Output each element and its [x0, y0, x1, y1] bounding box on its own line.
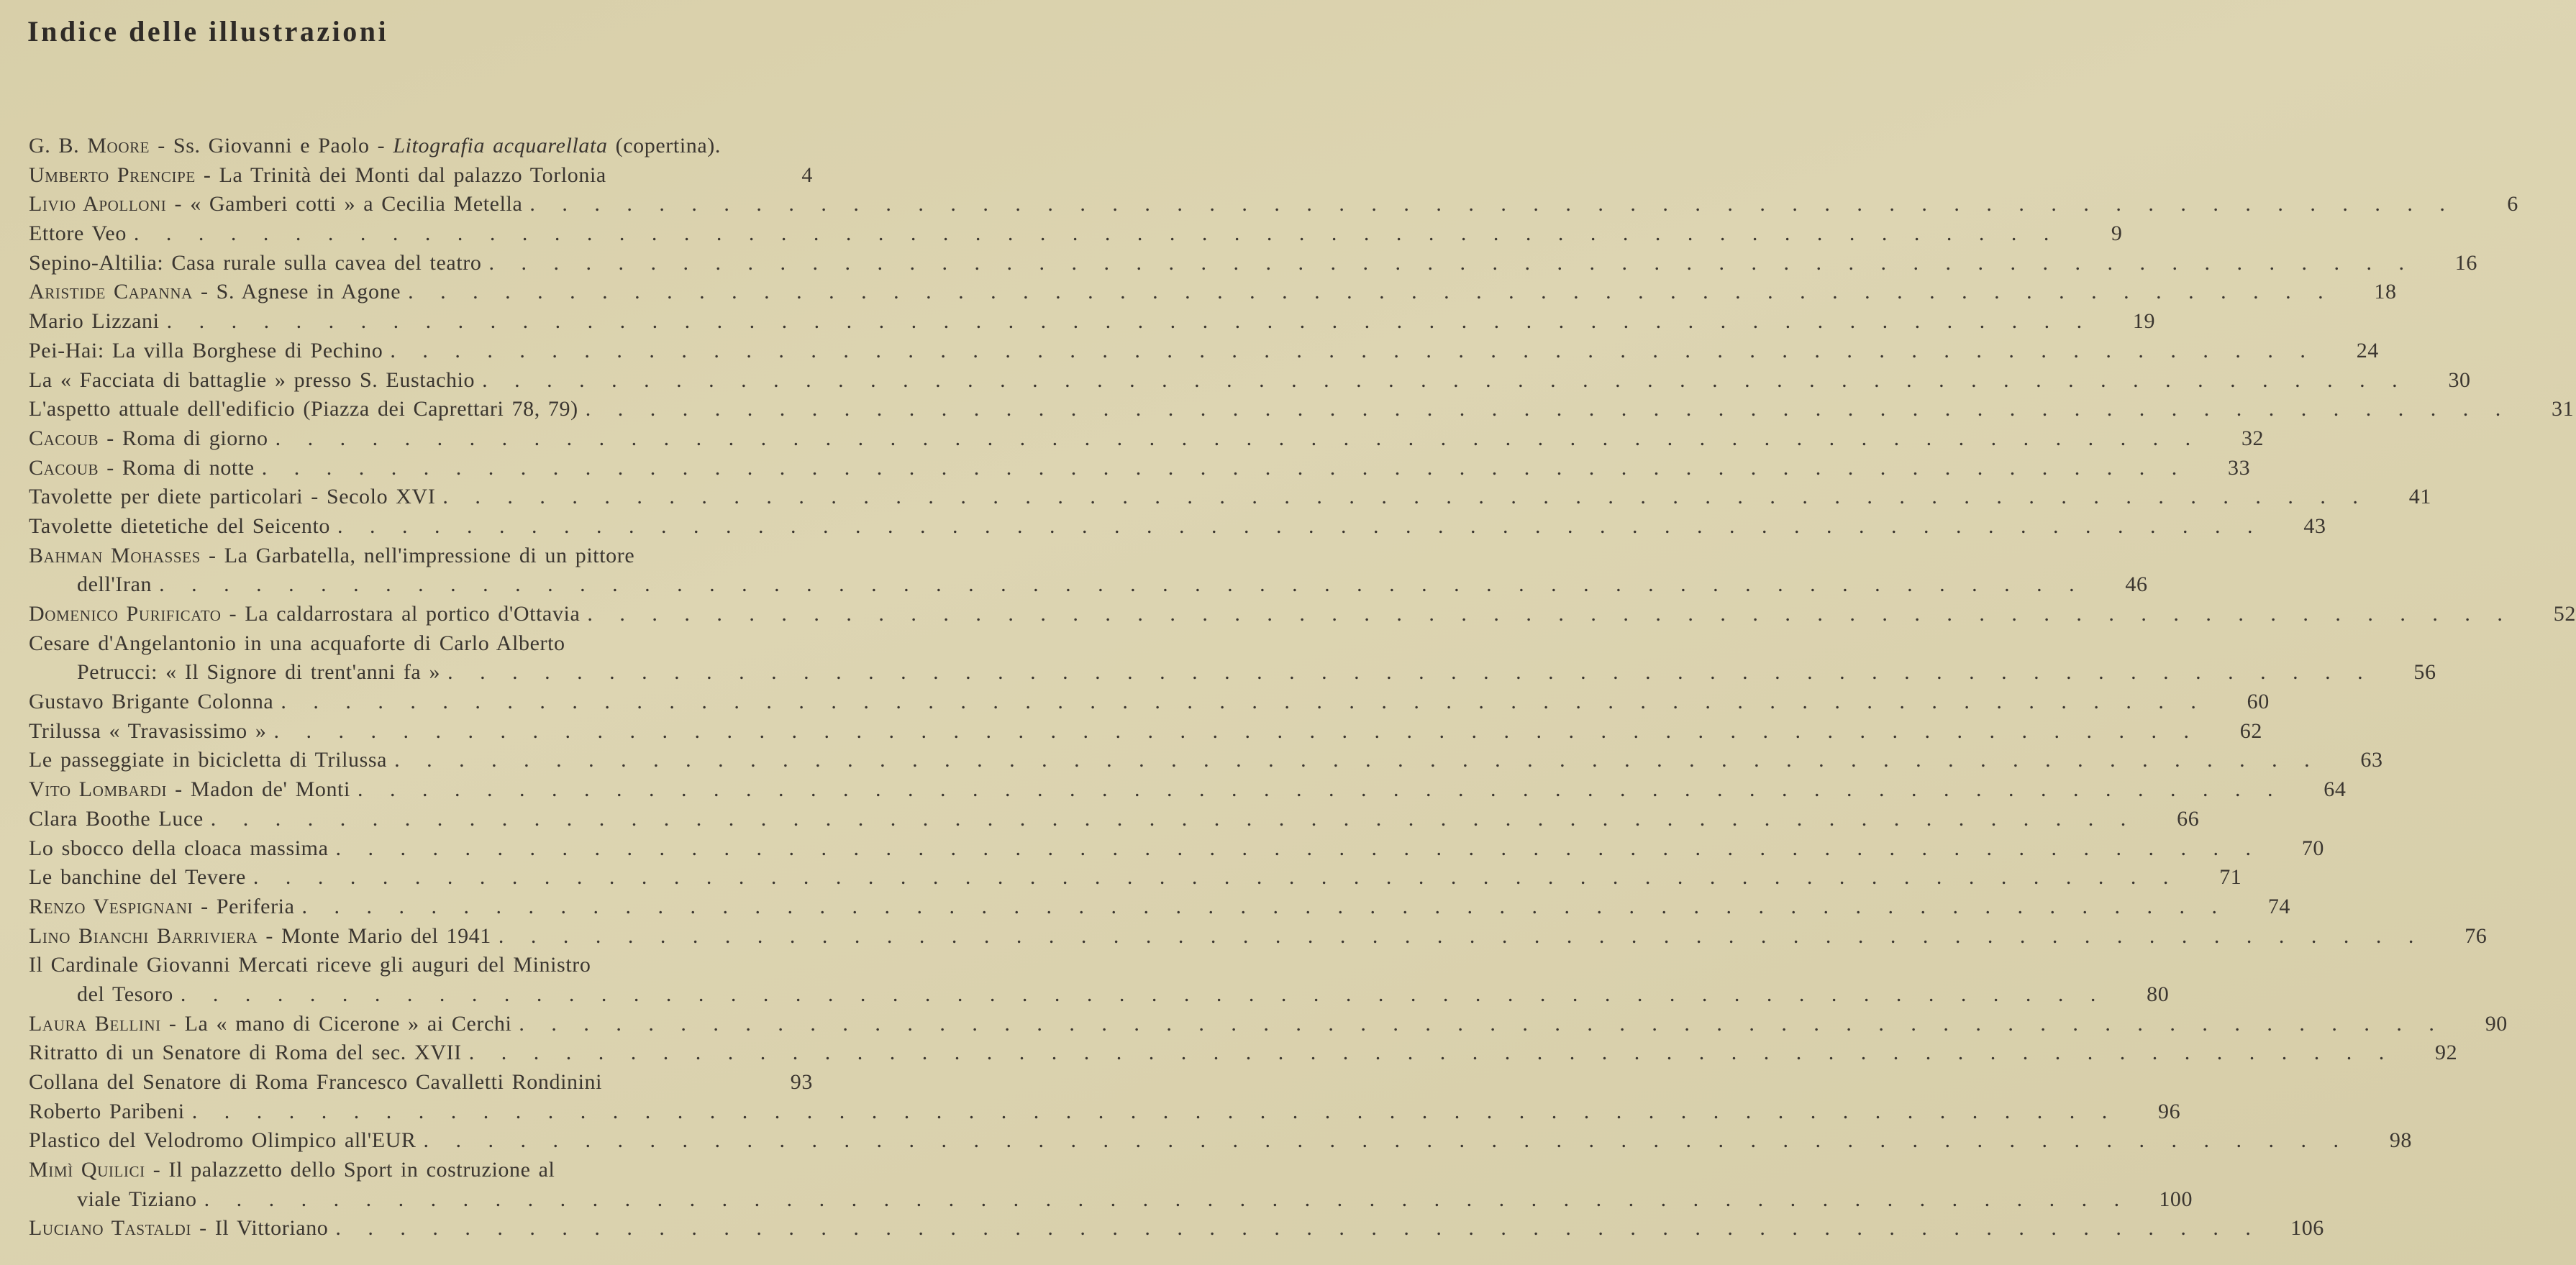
index-entry: [29, 1126, 2413, 1156]
index-entry: [29, 951, 813, 980]
index-entry: [29, 1156, 813, 1185]
entry-text: [29, 717, 266, 746]
entry-title: Gustavo Brigante Colonna: [29, 690, 274, 714]
entry-text: [29, 746, 387, 775]
entry-author: Vito Lombardi: [29, 777, 168, 802]
entry-page: 31: [2552, 397, 2575, 421]
entry-page: 19: [2132, 309, 2156, 334]
entry-author: Luciano Tastaldi: [29, 1216, 192, 1241]
index-entry: [29, 366, 2471, 396]
entry-title: Trilussa « Travasissimo »: [29, 718, 267, 743]
entry-title-continued: dell'Iran: [77, 572, 153, 597]
entry-text: [29, 366, 475, 396]
index-entry-continuation: [29, 1185, 2193, 1215]
entry-author: Livio Apolloni: [29, 192, 167, 216]
entry-title: Madon de' Monti: [190, 777, 350, 802]
index-entry: [29, 190, 2518, 219]
entry-author: Laura Bellini: [29, 1011, 161, 1036]
entry-page: 100: [2159, 1187, 2193, 1211]
index-entry: [29, 278, 2397, 307]
index-entry: [29, 454, 2251, 483]
entry-text: Umberto Prencipe - La Trinità dei Monti dal palazzo Torlonia: [29, 163, 606, 187]
entry-text: Renzo Vespignani - Periferia: [29, 894, 295, 918]
entry-title: Roma di giorno: [122, 426, 268, 450]
entry-title: Il Cardinale Giovanni Mercati riceve gli auguri del Ministro: [29, 953, 591, 977]
index-entry: [29, 337, 2379, 366]
entry-title: Roberto Paribeni: [29, 1099, 185, 1123]
entry-page: 60: [2247, 690, 2270, 714]
entry-author: Cacoub: [29, 426, 99, 450]
index-entry: [29, 512, 2326, 542]
entry-text: [29, 307, 160, 337]
entry-page: 6: [2507, 192, 2518, 216]
entry-text: Lino Bianchi Barriviera - Monte Mario del 1941: [29, 923, 491, 948]
entry-title: Il Vittoriano: [214, 1216, 329, 1241]
entry-author: Bahman Mohasses: [29, 543, 201, 567]
dot-leader: . . . . . . . . . . . . . . . . . . . . . . . . . . . . . . . . . . . . . . . . . . . . . . . . . . . . . . . . . . . .: [191, 1099, 2108, 1123]
entry-text: [29, 512, 330, 542]
dot-leader: . . . . . . . . . . . . . . . . . . . . . . . . . . . . . . . . . . . . . . . . . . . . . . . . . . . . . . . . . . . .: [210, 806, 2126, 831]
entry-text: Cacoub - Roma di giorno: [29, 426, 268, 450]
entry-title: Monte Mario del 1941: [281, 923, 491, 948]
entry-page: 30: [2448, 367, 2471, 392]
entry-title: Lo sbocco della cloaca massima: [29, 836, 329, 860]
entry-title: Tavolette per diete particolari - Secolo XVI: [29, 485, 436, 509]
entry-page: 64: [2324, 777, 2347, 802]
entry-title: S. Agnese in Agone: [216, 280, 401, 304]
entry-title-continued: viale Tiziano: [77, 1187, 197, 1211]
entry-text: [29, 805, 204, 834]
entry-page: 24: [2356, 338, 2379, 362]
illustrations-index: [29, 132, 2576, 1243]
entry-text: Domenico Purificato - La caldarrostara al portico d'Ottavia: [29, 602, 581, 626]
entry-text: Bahman Mohasses - La Garbatella, nell'impressione di un pittore: [29, 543, 635, 567]
dot-leader: . . . . . . . . . . . . . . . . . . . . . . . . . . . . . . . . . . . . . . . . . . . . . . . . . . . . . . . . . . . .: [357, 777, 2273, 802]
entry-page: 70: [2301, 836, 2325, 860]
entry-title: La « mano di Cicerone » ai Cerchi: [184, 1011, 512, 1036]
index-entry-continuation: [29, 980, 2170, 1010]
index-entry: [29, 483, 2431, 512]
entry-page: 93: [790, 1070, 813, 1094]
entry-page: 106: [2290, 1216, 2324, 1241]
entry-page: 71: [2219, 865, 2242, 890]
entry-page: 33: [2228, 455, 2251, 480]
dot-leader: . . . . . . . . . . . . . . . . . . . . . . . . . . . . . . . . . . . . . . . . . . . . . . . . . . . . . . . . . . . .: [166, 309, 2083, 334]
dot-leader: . . . . . . . . . . . . . . . . . . . . . . . . . . . . . . . . . . . . . . . . . . . . . . . . . . . . . . . . . . . .: [482, 367, 2398, 392]
entry-text: [29, 951, 591, 980]
entry-text: [29, 483, 435, 512]
index-entry: [29, 219, 2123, 249]
entry-author: G. B. Moore: [29, 134, 150, 157]
dot-leader: . . . . . . . . . . . . . . . . . . . . . . . . . . . . . . . . . . . . . . . . . . . . . . . . . . . . . . . . . . . .: [252, 865, 2169, 890]
index-entry-continuation: [29, 570, 2148, 600]
entry-note: (copertina).: [607, 134, 721, 157]
entry-text: Cacoub - Roma di notte: [29, 455, 255, 480]
index-entry: [29, 542, 813, 571]
entry-title: Ettore Veo: [29, 222, 127, 246]
entry-page: 18: [2374, 280, 2397, 304]
entry-title: Pei-Hai: La villa Borghese di Pechino: [29, 338, 383, 362]
entry-text: Luciano Tastaldi - Il Vittoriano: [29, 1216, 329, 1241]
index-entry: [29, 249, 2477, 278]
entry-title: La Trinità dei Monti dal palazzo Torlonia: [219, 163, 606, 187]
entry-title: Clara Boothe Luce: [29, 806, 204, 831]
dot-leader: . . . . . . . . . . . . . . . . . . . . . . . . . . . . . . . . . . . . . . . . . . . . . . . . . . . . . . . . . . . .: [337, 513, 2253, 538]
entry-author: Lino Bianchi Barriviera: [29, 923, 258, 948]
entry-text: [29, 688, 273, 717]
dot-leader: . . . . . . . . . . . . . . . . . . . . . . . . . . . . . . . . . . . . . . . . . . . . . . . . . . . . . . . . . . . .: [261, 455, 2177, 480]
index-entry: [29, 395, 2575, 424]
index-entry: [29, 629, 813, 659]
entry-text: [29, 1097, 185, 1127]
index-entry: [29, 834, 2325, 864]
dot-leader: . . . . . . . . . . . . . . . . . . . . . . . . . . . . . . . . . . . . . . . . . . . . . . . . . . . . . . . . . . . .: [159, 572, 2075, 597]
entry-title: Ss. Giovanni e Paolo -: [173, 134, 393, 157]
index-entry: [29, 1038, 2458, 1068]
entry-text: [29, 834, 329, 864]
dot-leader: . . . . . . . . . . . . . . . . . . . . . . . . . . . . . . . . . . . . . . . . . . . . . . . . . . . . . . . . . . . .: [301, 894, 2218, 918]
page-title: Indice delle illustrazioni: [27, 15, 389, 47]
index-entry: [29, 307, 2156, 337]
entry-page: 98: [2389, 1128, 2413, 1153]
entry-title: Le passeggiate in bicicletta di Trilussa: [29, 748, 388, 772]
index-entry: [29, 600, 2576, 629]
index-entry: [29, 1010, 2508, 1039]
entry-title: La « Facciata di battaglie » presso S. Eustachio: [29, 367, 475, 392]
index-entry: [29, 746, 2383, 775]
index-entry: [29, 717, 2262, 746]
entry-page: 4: [801, 163, 813, 187]
entry-title: Mario Lizzani: [29, 309, 160, 334]
entry-page: 41: [2408, 485, 2431, 509]
dot-leader: . . . . . . . . . . . . . . . . . . . . . . . . . . . . . . . . . . . . . . . . . . . . . . . . . . . . . . . . . . . .: [442, 485, 2358, 509]
entry-text: Vito Lombardi - Madon de' Monti: [29, 777, 350, 802]
entry-page: 62: [2239, 718, 2262, 743]
entry-page: 9: [2111, 222, 2123, 246]
entry-page: 56: [2413, 660, 2436, 685]
entry-author: Umberto Prencipe: [29, 163, 196, 187]
entry-title: Roma di notte: [122, 455, 255, 480]
entry-page: 74: [2267, 894, 2291, 918]
entry-title-continued: del Tesoro: [77, 982, 173, 1006]
dot-leader: . . . . . . . . . . . . . . . . . . . . . . . . . . . . . . . . . . . . . . . . . . . . . . . . . . . . . . . . . . . .: [468, 1041, 2385, 1065]
dot-leader: . . . . . . . . . . . . . . . . . . . . . . . . . . . . . . . . . . . . . . . . . . . . . . . . . . . . . . . . . . . .: [587, 602, 2503, 626]
entry-author: Domenico Purificato: [29, 602, 222, 626]
dot-leader: . . . . . . . . . . . . . . . . . . . . . . . . . . . . . . . . . . . . . . . . . . . . . . . . . . . . . . . . . . . .: [281, 690, 2196, 714]
dot-leader: . . . . . . . . . . . . . . . . . . . . . . . . . . . . . . . . . . . . . . . . . . . . . . . . . . . . . . . . . . . .: [585, 397, 2501, 421]
index-entry: [29, 922, 2488, 951]
dot-leader: . . . . . . . . . . . . . . . . . . . . . . . . . . . . . . . . . . . . . . . . . . . . . . . . . . . . . . . . . . . .: [133, 222, 2049, 246]
entry-title: Il palazzetto dello Sport in costruzione al: [168, 1158, 555, 1182]
dot-leader: . . . . . . . . . . . . . . . . . . . . . . . . . . . . . . . . . . . . . . . . . . . . . . . . . . . . . . . . . . . .: [390, 338, 2306, 362]
entry-title: L'aspetto attuale dell'edificio (Piazza dei Caprettari 78, 79): [29, 397, 578, 421]
dot-leader: . . . . . . . . . . . . . . . . . . . . . . . . . . . . . . . . . . . . . . . . . . . . . . . . . . . . . . . . . . . .: [275, 426, 2191, 450]
entry-title: La caldarrostara al portico d'Ottavia: [245, 602, 581, 626]
entry-text: [29, 337, 383, 366]
index-entry: [29, 805, 2200, 834]
entry-page: 16: [2454, 250, 2477, 275]
entry-text: [29, 1068, 602, 1097]
index-entry: [29, 892, 2291, 922]
entry-page: 96: [2158, 1099, 2181, 1123]
entry-title: Collana del Senatore di Roma Francesco Cavalletti Rondinini: [29, 1070, 603, 1094]
entry-text: [29, 249, 481, 278]
entry-page: 46: [2125, 572, 2148, 597]
entry-page: 90: [2485, 1011, 2508, 1036]
entry-text: Mimì Quilici - Il palazzetto dello Sport in costruzione al: [29, 1158, 555, 1182]
entry-author: Cacoub: [29, 455, 99, 480]
dot-leader: . . . . . . . . . . . . . . . . . . . . . . . . . . . . . . . . . . . . . . . . . . . . . . . . . . . . . . . . . . . .: [447, 660, 2363, 685]
index-entry: [29, 775, 2347, 805]
dot-leader: . . . . . . . . . . . . . . . . . . . . . . . . . . . . . . . . . . . . . . . . . . . . . . . . . . . . . . . . . . . .: [498, 923, 2414, 948]
index-entry: [29, 688, 2270, 717]
entry-technique: Litografia acquarellata: [393, 134, 608, 157]
index-entry: [29, 863, 2242, 892]
entry-author: Renzo Vespignani: [29, 894, 194, 918]
entry-page: 92: [2435, 1041, 2458, 1065]
dot-leader: . . . . . . . . . . . . . . . . . . . . . . . . . . . . . . . . . . . . . . . . . . . . . . . . . . . . . . . . . . . .: [519, 1011, 2434, 1036]
dot-leader: . . . . . . . . . . . . . . . . . . . . . . . . . . . . . . . . . . . . . . . . . . . . . . . . . . . . . . . . . . . .: [408, 280, 2324, 304]
index-entry-continuation: [29, 658, 2436, 688]
entry-page: 43: [2303, 513, 2326, 538]
index-entry: [29, 132, 813, 161]
entry-title: Plastico del Velodromo Olimpico all'EUR: [29, 1128, 417, 1153]
entry-title: La Garbatella, nell'impressione di un pittore: [224, 543, 635, 567]
dot-leader: . . . . . . . . . . . . . . . . . . . . . . . . . . . . . . . . . . . . . . . . . . . . . . . . . . . . . . . . . . . .: [488, 250, 2404, 275]
dot-leader: . . . . . . . . . . . . . . . . . . . . . . . . . . . . . . . . . . . . . . . . . . . . . . . . . . . . . . . . . . . .: [335, 1216, 2251, 1241]
entry-text: [29, 629, 565, 659]
entry-page: 66: [2177, 806, 2200, 831]
dot-leader: . . . . . . . . . . . . . . . . . . . . . . . . . . . . . . . . . . . . . . . . . . . . . . . . . . . . . . . . . . . .: [335, 836, 2252, 860]
entry-title: Ritratto di un Senatore di Roma del sec. XVII: [29, 1041, 462, 1065]
entry-text: Livio Apolloni - « Gamberi cotti » a Cecilia Metella: [29, 192, 523, 216]
entry-author: Mimì Quilici: [29, 1158, 145, 1182]
index-entry: [29, 424, 2265, 454]
entry-page: 76: [2465, 923, 2488, 948]
entry-page: 63: [2360, 748, 2383, 772]
entry-title: Tavolette dietetiche del Seicento: [29, 513, 331, 538]
entry-text: G. B. Moore - Ss. Giovanni e Paolo - Litografia acquarellata (copertina).: [29, 134, 721, 157]
index-entry: [29, 161, 813, 191]
entry-title: Le banchine del Tevere: [29, 865, 246, 890]
entry-text: [29, 219, 127, 249]
entry-text: [29, 395, 578, 424]
entry-author: Aristide Capanna: [29, 280, 193, 304]
dot-leader: . . . . . . . . . . . . . . . . . . . . . . . . . . . . . . . . . . . . . . . . . . . . . . . . . . . . . . . . . . . .: [204, 1187, 2120, 1211]
entry-page: 80: [2147, 982, 2170, 1006]
entry-title: « Gamberi cotti » a Cecilia Metella: [190, 192, 523, 216]
entry-text: Aristide Capanna - S. Agnese in Agone: [29, 280, 401, 304]
entry-title: Periferia: [216, 894, 295, 918]
dot-leader: . . . . . . . . . . . . . . . . . . . . . . . . . . . . . . . . . . . . . . . . . . . . . . . . . . . . . . . . . . . .: [273, 718, 2189, 743]
entry-title: Sepino-Altilia: Casa rurale sulla cavea del teatro: [29, 250, 482, 275]
entry-text: [29, 1126, 417, 1156]
index-entry: [29, 1214, 2324, 1243]
entry-text: [29, 863, 246, 892]
dot-leader: . . . . . . . . . . . . . . . . . . . . . . . . . . . . . . . . . . . . . . . . . . . . . . . . . . . . . . . . . . . .: [180, 982, 2096, 1006]
entry-title: Cesare d'Angelantonio in una acquaforte di Carlo Alberto: [29, 631, 565, 655]
entry-page: 32: [2241, 426, 2265, 450]
entry-text: Laura Bellini - La « mano di Cicerone » ai Cerchi: [29, 1011, 512, 1036]
index-entry: [29, 1068, 813, 1097]
entry-text: [29, 1038, 462, 1068]
dot-leader: . . . . . . . . . . . . . . . . . . . . . . . . . . . . . . . . . . . . . . . . . . . . . . . . . . . . . . . . . . . .: [529, 192, 2445, 216]
entry-page: 52: [2553, 602, 2576, 626]
entry-title-continued: Petrucci: « Il Signore di trent'anni fa »: [77, 660, 441, 685]
dot-leader: . . . . . . . . . . . . . . . . . . . . . . . . . . . . . . . . . . . . . . . . . . . . . . . . . . . . . . . . . . . .: [394, 748, 2310, 772]
dot-leader: . . . . . . . . . . . . . . . . . . . . . . . . . . . . . . . . . . . . . . . . . . . . . . . . . . . . . . . . . . . .: [423, 1128, 2339, 1153]
index-entry: [29, 1097, 2181, 1127]
